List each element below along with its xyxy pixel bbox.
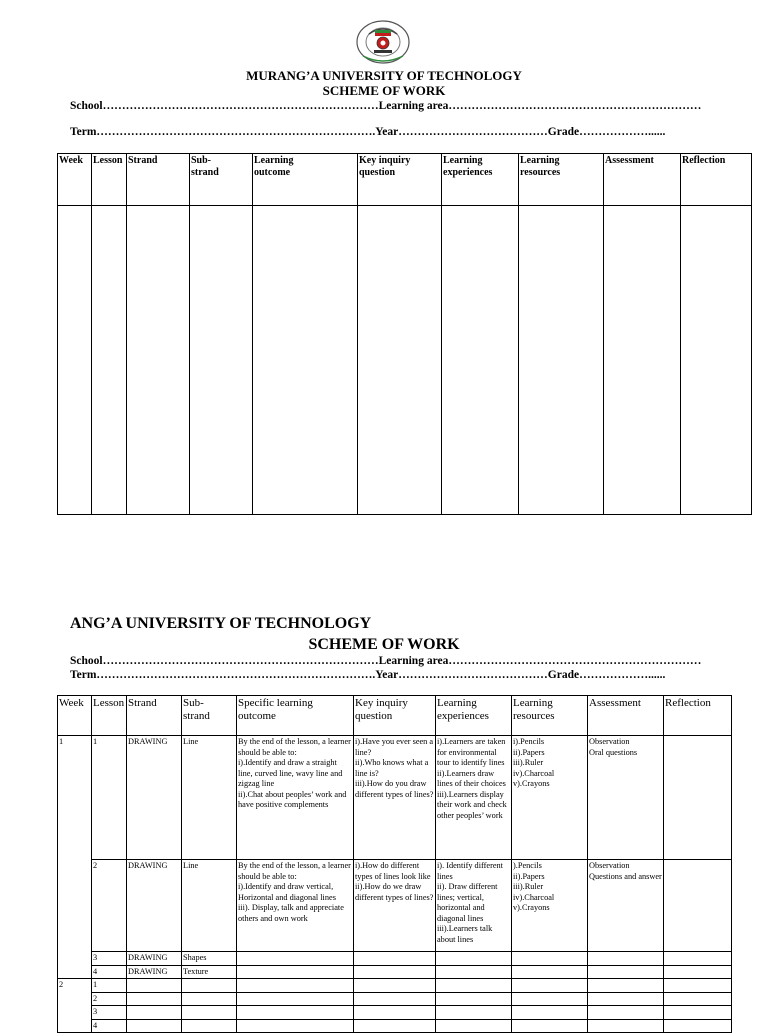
week-cell: 2 [58,979,92,1033]
header-lesson: Lesson [92,696,127,736]
strand-cell: DRAWING [127,860,182,952]
lesson-cell: 2 [92,860,127,952]
university-logo [355,20,411,66]
header-learning-resources: Learning resources [519,154,604,206]
header-learning-resources: Learning resources [512,696,588,736]
assessment-cell: Observation Oral questions [588,736,664,860]
header-learning-outcome: Learning outcome [253,154,358,206]
question-cell: i).How do different types of lines look like ii).How do we draw different types of lines? [354,860,436,952]
week-cell: 1 [58,736,92,979]
substrand-cell: Line [182,860,237,952]
assessment-cell: Observation Questions and answer [588,860,664,952]
reflection-cell [664,736,732,860]
header-assessment: Assessment [588,696,664,736]
substrand-cell: Shapes [182,952,237,966]
section2-university-name: ANG’A UNIVERSITY OF TECHNOLOGY [70,615,372,632]
lesson-cell: 4 [92,965,127,979]
resources-cell: i).Pencils ii).Papers iii).Ruler iv).Charcoal v).Crayons [512,736,588,860]
reflection-cell [664,860,732,952]
section2-school-line: School………………………………………………………………Learning area………………………………………………………… [70,655,702,667]
table-row [58,979,732,993]
header-substrand: Sub- strand [182,696,237,736]
table-row [58,1006,732,1020]
table-row [58,206,752,515]
term-line: Term……………………………………………………………….Year…………………………………Grade………………...... [70,126,666,138]
header-specific-learning-outcome: Specific learning outcome [237,696,354,736]
header-strand: Strand [127,696,182,736]
lesson-cell: 3 [92,1006,127,1020]
header-reflection: Reflection [681,154,752,206]
header-learning-experiences: Learning experiences [436,696,512,736]
header-key-inquiry-question: Key inquiry question [354,696,436,736]
outcome-cell: By the end of the lesson, a learner should be able to: i).Identify and draw vertical, Horizontal and diagonal lines iii). Display, talk and appreciate others and own work [237,860,354,952]
header-assessment: Assessment [604,154,681,206]
substrand-cell: Line [182,736,237,860]
header-strand: Strand [127,154,190,206]
document-title: SCHEME OF WORK [322,83,446,98]
school-line: School………………………………………………………………Learning area………………………………………………………… [70,100,702,112]
header-key-inquiry-question: Key inquiry question [358,154,442,206]
header-substrand: Sub- strand [190,154,253,206]
lesson-cell: 1 [92,736,127,860]
lesson-cell: 3 [92,952,127,966]
header-reflection: Reflection [664,696,732,736]
lesson-cell: 1 [92,979,127,993]
lesson-cell: 4 [92,1019,127,1033]
table-row [58,952,732,966]
university-name: MURANG’A UNIVERSITY OF TECHNOLOGY [246,68,522,83]
strand-cell: DRAWING [127,736,182,860]
header-week: Week [58,154,92,206]
experiences-cell: i).Learners are taken for environmental tour to identify lines ii).Learners draw lines of their choices iii).Learners display their work and check other peoples’ work [436,736,512,860]
table-row [58,992,732,1006]
substrand-cell: Texture [182,965,237,979]
experiences-cell: i). Identify different lines ii). Draw different lines; vertical, horizontal and diagonal lines iii).Learners talk about lines [436,860,512,952]
scheme-table-filled [57,695,732,1033]
lesson-cell: 2 [92,992,127,1006]
section2-title: SCHEME OF WORK [308,636,460,653]
header-learning-experiences: Learning experiences [442,154,519,206]
table-row [58,860,732,952]
section2-term-line: Term……………………………………………………………….Year…………………………………Grade………………...... [70,669,666,681]
strand-cell: DRAWING [127,952,182,966]
resources-cell: ).Pencils ii).Papers iii).Ruler iv).Charcoal v).Crayons [512,860,588,952]
table-row [58,965,732,979]
outcome-cell: By the end of the lesson, a learner should be able to: i).Identify and draw a straight line, curved line, wavy line and zigzag line ii).Chat about peoples’ work and have positive complements [237,736,354,860]
header-lesson: Lesson [92,154,127,206]
strand-cell: DRAWING [127,965,182,979]
table-row [58,736,732,860]
header-week: Week [58,696,92,736]
table-row [58,1019,732,1033]
scheme-table-blank [57,153,752,515]
question-cell: i).Have you ever seen a line? ii).Who knows what a line is? iii).How do you draw different types of lines? [354,736,436,860]
